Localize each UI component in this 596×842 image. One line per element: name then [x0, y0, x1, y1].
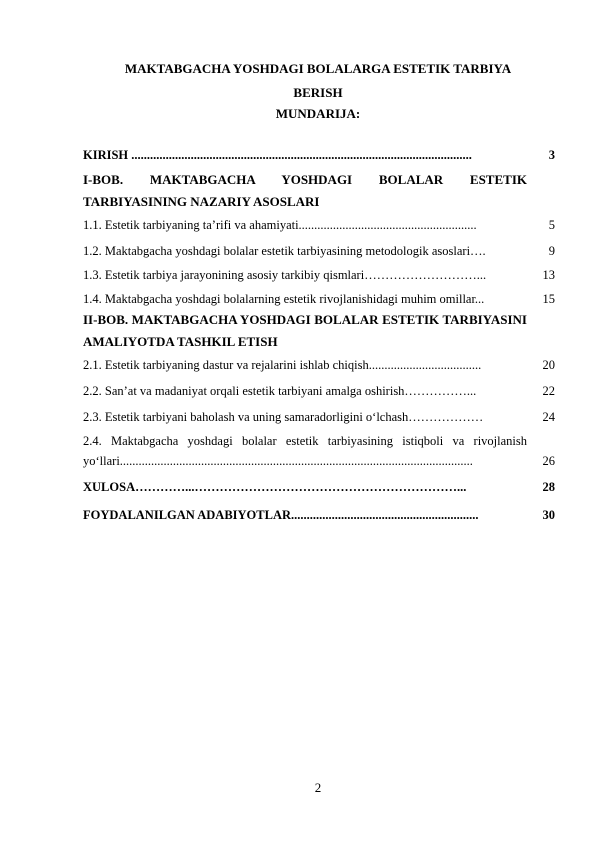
toc-chapter-text: II-BOB. MAKTABGACHA YOSHDAGI BOLALAR ESTETIK TARBIYASINI AMALIYOTDA TASHKIL ETISH: [83, 312, 527, 349]
toc-entry-2-4: [83, 431, 555, 471]
document-title: [100, 57, 536, 105]
toc-entry-1-3: [83, 265, 555, 285]
toc-entry-text: 1.4. Maktabgacha yoshdagi bolalarning estetik rivojlanishidagi muhim omillar...: [83, 292, 485, 306]
toc-entry-2-1: [83, 355, 555, 375]
toc-entry-2-3: [83, 407, 555, 427]
toc-entry-xulosa: [83, 477, 555, 497]
toc-chapter-text: I-BOB. MAKTABGACHA YOSHDAGI BOLALAR ESTETIK TARBIYASINING NAZARIY ASOSLARI: [83, 172, 527, 209]
toc-entry-page: 3: [548, 148, 555, 162]
toc-entry-text: FOYDALANILGAN ADABIYOTLAR............................................................: [83, 508, 479, 522]
toc-entry-text: XULOSA…………...………………………………………………………...: [83, 480, 467, 494]
toc-entry-text: 1.2. Maktabgacha yoshdagi bolalar estetik tarbiyasining metodologik asoslari….: [83, 244, 486, 258]
toc-entry-kirish: [83, 145, 555, 165]
toc-chapter-1: [83, 169, 555, 213]
toc-entry-page: 26: [542, 454, 555, 468]
title-line-1: MAKTABGACHA YOSHDAGI BOLALARGA ESTETIK TARBIYA: [124, 61, 512, 76]
toc-entry-page: 5: [548, 218, 555, 232]
toc-entry-page: 24: [542, 410, 555, 424]
toc-entry-page: 20: [542, 358, 555, 372]
toc-entry-page: 15: [542, 292, 555, 306]
toc-entry-text: 2.4. Maktabgacha yoshdagi bolalar estetik tarbiyasining istiqboli va rivojlanish yo‘llari.................................................................................................................: [83, 434, 527, 468]
toc-entry-1-1: [83, 215, 555, 235]
toc-chapter-2: [83, 309, 555, 353]
toc-entry-page: 30: [542, 508, 555, 522]
page-number: 2: [314, 780, 322, 795]
toc-entry-adabiyotlar: [83, 505, 555, 525]
toc-entry-text: 1.1. Estetik tarbiyaning ta’rifi va ahamiyati.........................................................: [83, 218, 477, 232]
title-line-2: BERISH: [293, 85, 343, 100]
toc-entry-1-4: [83, 289, 555, 309]
toc-entry-2-2: [83, 381, 555, 401]
toc-entry-text: 2.2. San’at va madaniyat orqali estetik tarbiyani amalga oshirish……………...: [83, 384, 477, 398]
toc-entry-text: 2.3. Estetik tarbiyani baholash va uning samaradorligini o‘lchash………………: [83, 410, 484, 424]
contents-heading: MUNDARIJA:: [275, 106, 361, 121]
toc-entry-page: 13: [542, 268, 555, 282]
toc-entry-1-2: [83, 241, 555, 261]
toc-entry-text: 1.3. Estetik tarbiya jarayonining asosiy tarkibiy qismlari………………………...: [83, 268, 487, 282]
toc-entry-text: KIRISH .............................................................................................................: [83, 148, 472, 162]
toc-entry-page: 9: [548, 244, 555, 258]
table-of-contents: [83, 145, 555, 525]
toc-entry-page: 22: [542, 384, 555, 398]
toc-entry-page: 28: [542, 480, 555, 494]
toc-entry-text: 2.1. Estetik tarbiyaning dastur va rejalarini ishlab chiqish....................................: [83, 358, 482, 372]
